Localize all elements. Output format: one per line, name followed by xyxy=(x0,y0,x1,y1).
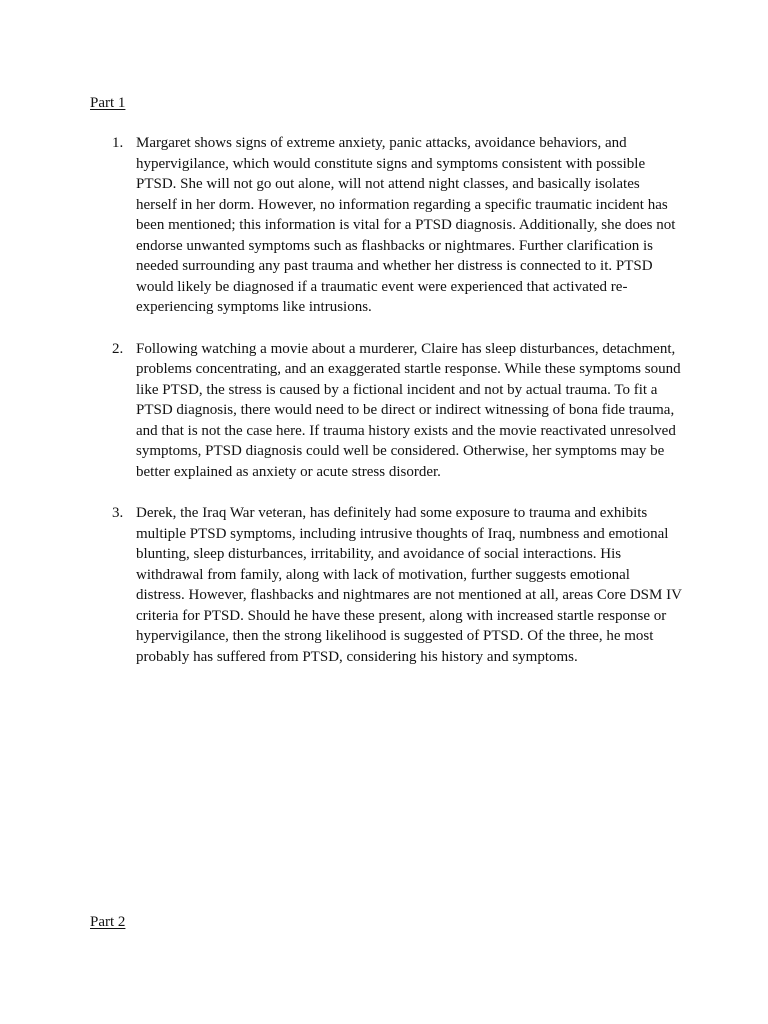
list-item-number: 3. xyxy=(112,505,124,521)
list-item-text: Margaret shows signs of extreme anxiety, panic attacks, avoidance behaviors, and hypervigilance, which would constitute signs and symptoms consistent with possible PTSD. She will not go out alone, will not attend night classes, and basically isolates herself in her dorm. However, no information regarding a specific traumatic incident has been mentioned; this information is vital for a PTSD diagnosis. Additionally, she does not endorse unwanted symptoms such as flashbacks or nightmares. Further clarification is needed surrounding any past trauma and whether her distress is connected to it. PTSD would likely be diagnosed if a traumatic event were experienced that activated re-experiencing symptoms like intrusions. xyxy=(136,135,676,315)
list-item-2 xyxy=(90,339,690,483)
list-item-number: 2. xyxy=(112,340,124,357)
list-item-1 xyxy=(90,133,690,318)
part-2-heading: Part 2 xyxy=(90,914,126,930)
list-item-number: 1. xyxy=(112,135,124,151)
list-item-text: Following watching a movie about a murderer, Claire has sleep disturbances, detachment, problems concentrating, and an exaggerated startle response. While these symptoms sound like PTSD, the stress is caused by a fictional incident and not by actual trauma. To fit a PTSD diagnosis, there would need to be direct or indirect witnessing of bona fide trauma, and that is not the case here. If trauma history exists and the movie reactivated unresolved symptoms, PTSD diagnosis could well be considered. Otherwise, her symptoms may be better explained as anxiety or acute stress disorder. xyxy=(136,340,681,480)
numbered-list xyxy=(90,133,690,688)
list-item-3 xyxy=(90,503,690,667)
list-item-text: Derek, the Iraq War veteran, has definitely had some exposure to trauma and exhibits multiple PTSD symptoms, including intrusive thoughts of Iraq, numbness and emotional blunting, sleep disturbances, irritability, and avoidance of social interactions. His withdrawal from family, along with lack of motivation, further suggests emotional distress. However, flashbacks and nightmares are not mentioned at all, areas Core DSM IV criteria for PTSD. Should he have these present, along with increased startle response or hypervigilance, then the strong likelihood is suggested of PTSD. Of the three, he most probably has suffered from PTSD, considering his history and symptoms. xyxy=(136,505,682,665)
part-1-heading: Part 1 xyxy=(90,95,126,111)
